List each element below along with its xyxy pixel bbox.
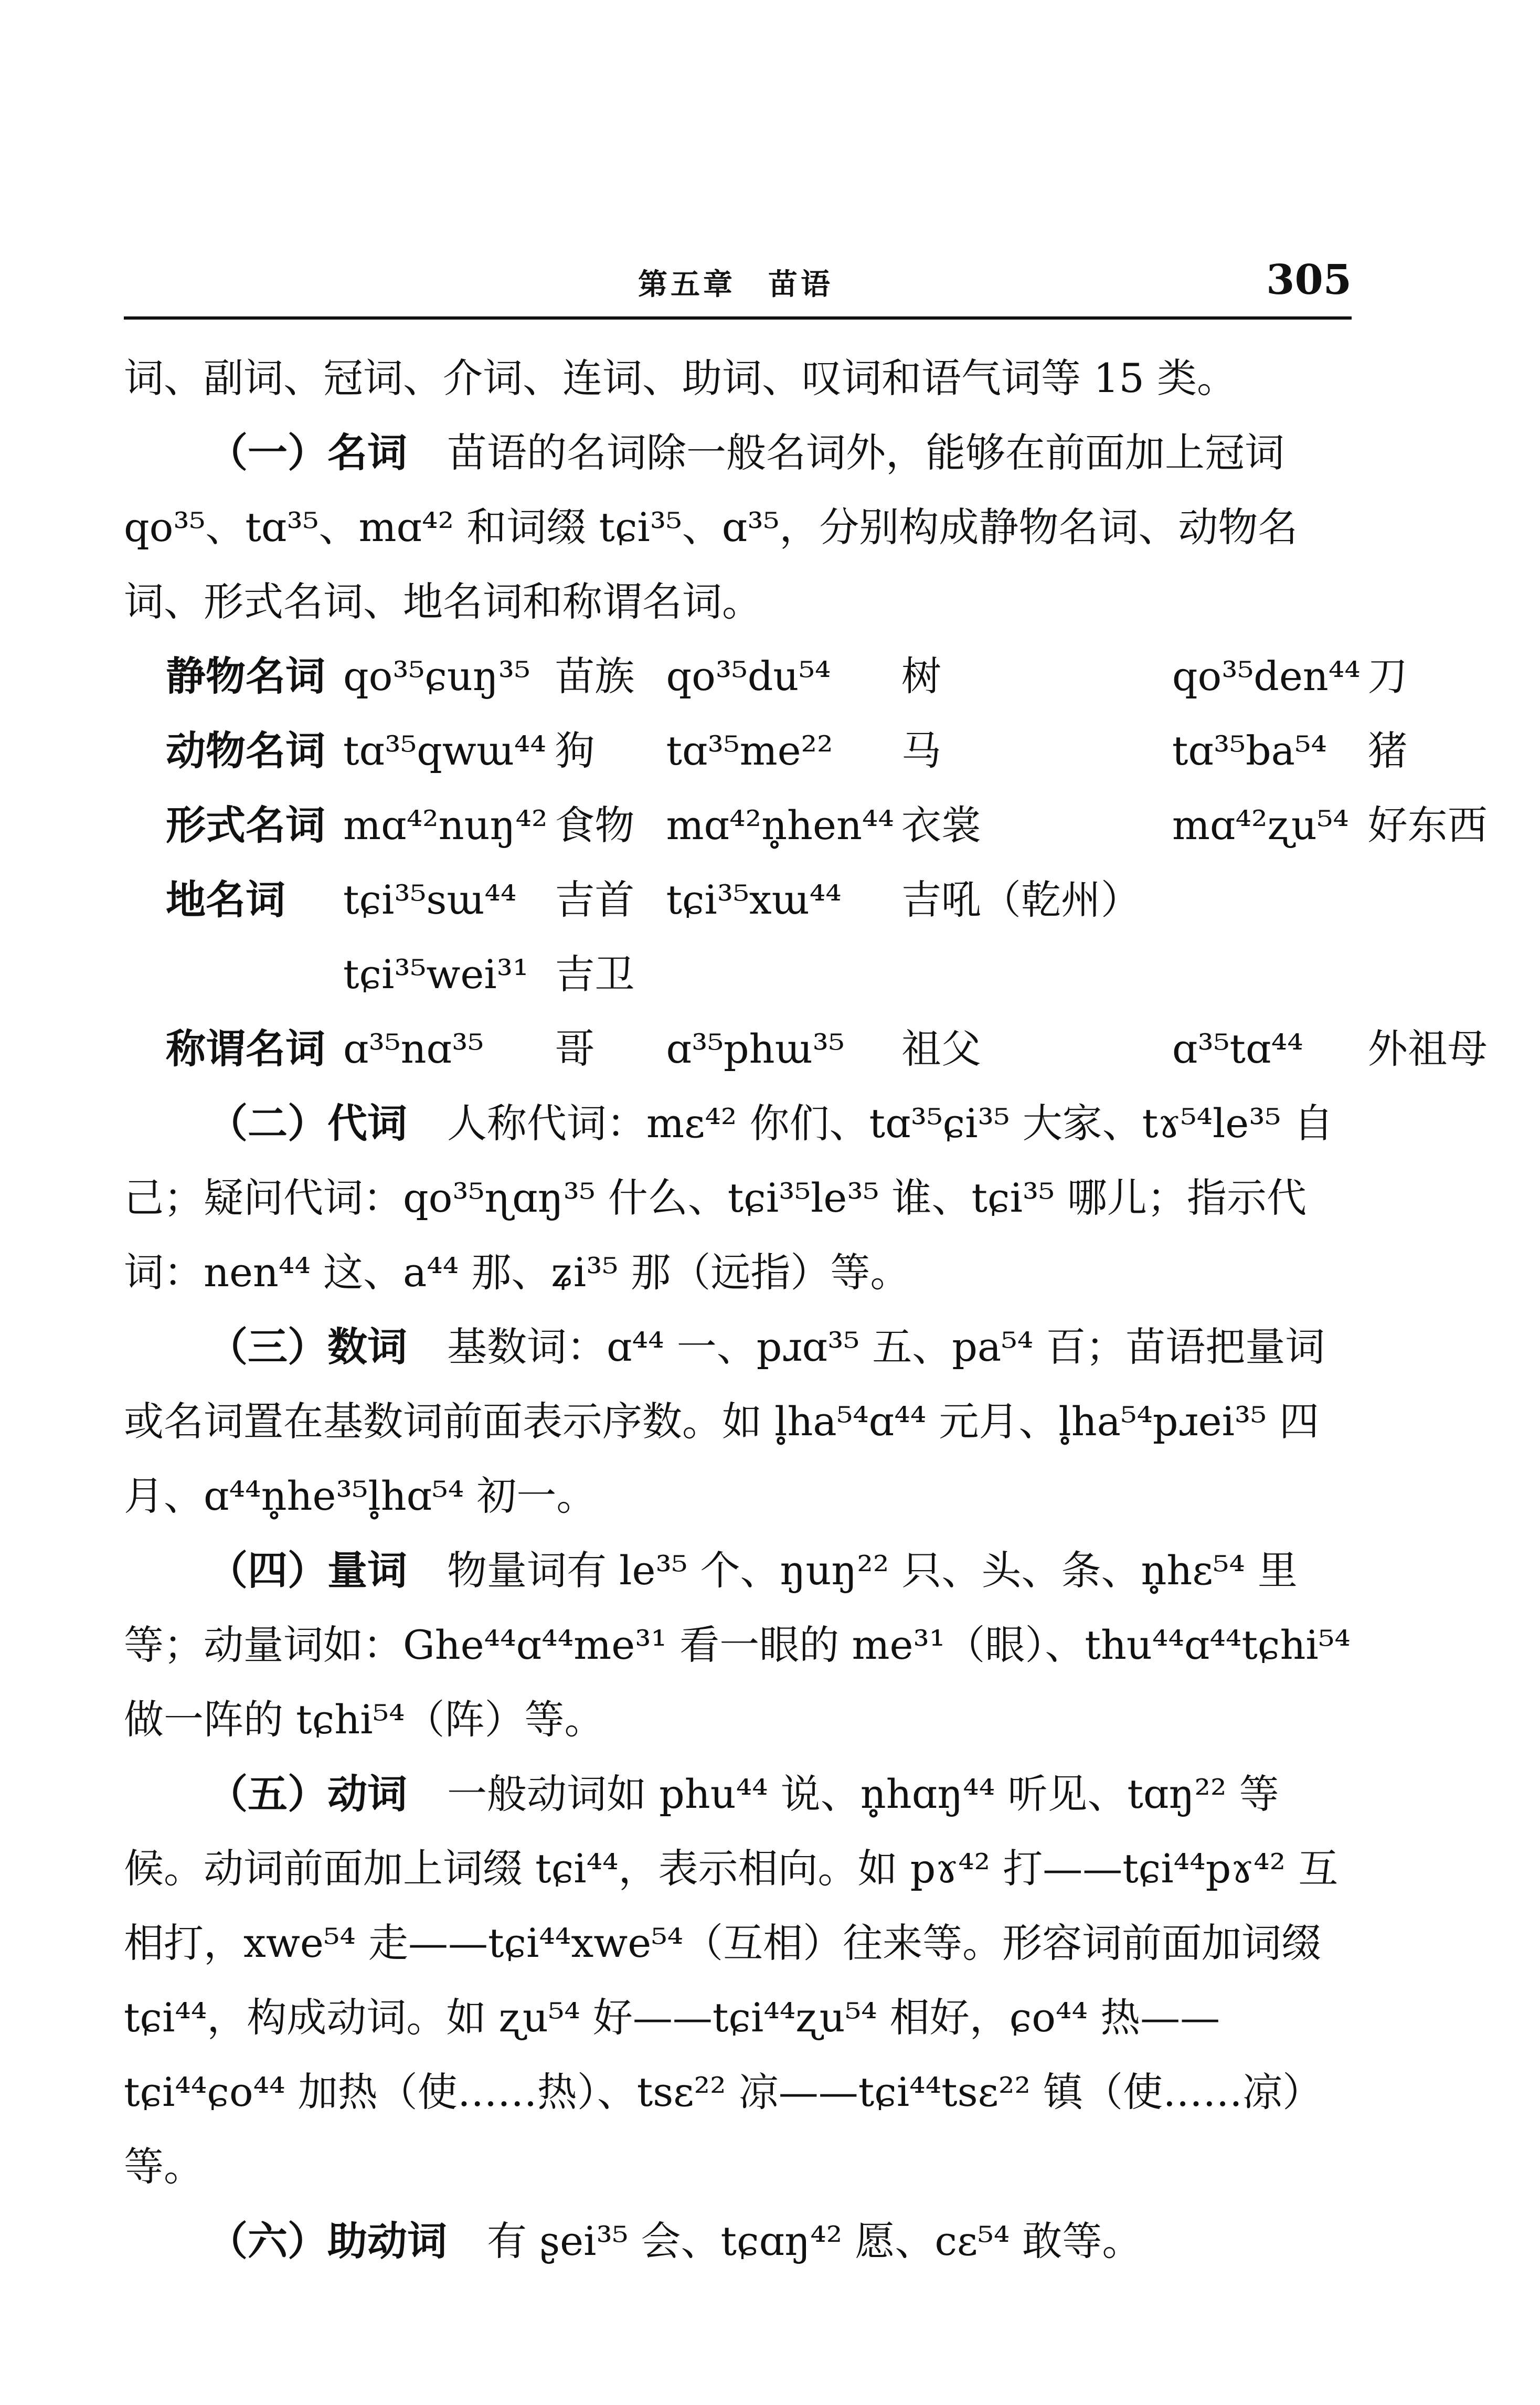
example-gloss bbox=[1368, 863, 1519, 937]
section-pronouns bbox=[124, 1086, 1352, 1310]
example-row bbox=[166, 937, 1519, 1012]
section-text: 物量词有 le³⁵ 个、ŋuŋ²² 只、头、条、n̥hɛ⁵⁴ 里等；动量词如：Ghe⁴⁴ɑ⁴⁴me³¹ 看一眼的 me³¹（眼）、thu⁴⁴ɑ⁴⁴tɕhi⁵⁴ 做一阵的 tɕhi⁵⁴（阵）等。 bbox=[124, 1547, 1351, 1743]
section-title: （四）量词 bbox=[208, 1547, 407, 1594]
section-text: 基数词：ɑ⁴⁴ 一、pɹɑ³⁵ 五、pa⁵⁴ 百；苗语把量词或名词置在基数词前面表示序数。如 l̥ha⁵⁴ɑ⁴⁴ 元月、l̥ha⁵⁴pɹei³⁵ 四月、ɑ⁴⁴n̥he³⁵l̥hɑ⁵⁴ 初一。 bbox=[124, 1323, 1325, 1519]
example-gloss: 衣裳 bbox=[901, 802, 981, 849]
example-form: tɑ³⁵ba⁵⁴ bbox=[1172, 727, 1327, 774]
example-gloss: 树 bbox=[901, 653, 941, 700]
section-text: 人称代词：mɛ⁴² 你们、tɑ³⁵ɕi³⁵ 大家、tɤ⁵⁴le³⁵ 自己；疑问代词：qo³⁵ɳɑŋ³⁵ 什么、tɕi³⁵le³⁵ 谁、tɕi³⁵ 哪儿；指示代词：nen⁴⁴ 这、a⁴⁴ 那、ʑi³⁵ 那（远指）等。 bbox=[124, 1100, 1334, 1296]
header-rule bbox=[124, 316, 1352, 320]
example-form: mɑ⁴²ʐu⁵⁴ bbox=[1172, 802, 1349, 849]
section-auxiliary bbox=[124, 2204, 1352, 2279]
example-form: tɑ³⁵qwɯ⁴⁴ bbox=[343, 727, 546, 774]
section-verbs bbox=[124, 1757, 1352, 2204]
example-form: ɑ³⁵nɑ³⁵ bbox=[343, 1025, 484, 1072]
section-text: 有 ʂei³⁵ 会、tɕɑŋ⁴² 愿、cɛ⁵⁴ 敢等。 bbox=[487, 2218, 1142, 2264]
example-row bbox=[166, 788, 1519, 863]
example-row bbox=[166, 639, 1519, 714]
example-form: tɑ³⁵me²² bbox=[666, 727, 833, 774]
noun-category bbox=[166, 937, 343, 1012]
example-gloss bbox=[1368, 937, 1519, 1012]
section-title: （一）名词 bbox=[208, 429, 407, 476]
example-gloss: 苗族 bbox=[555, 653, 635, 700]
example-gloss: 外祖母 bbox=[1367, 1025, 1488, 1072]
example-gloss: 吉首 bbox=[555, 876, 635, 923]
example-form: qo³⁵du⁵⁴ bbox=[666, 653, 831, 700]
paragraph-continuation: 词、副词、冠词、介词、连词、助词、叹词和语气词等 15 类。 bbox=[124, 355, 1237, 401]
example-form bbox=[666, 937, 901, 1012]
example-form: ɑ³⁵phɯ³⁵ bbox=[666, 1025, 845, 1072]
section-title: （二）代词 bbox=[208, 1100, 407, 1147]
example-row bbox=[166, 714, 1519, 788]
noun-category: 形式名词 bbox=[166, 802, 325, 849]
example-gloss: 吉吼（乾州） bbox=[901, 876, 1141, 923]
noun-category: 称谓名词 bbox=[166, 1025, 325, 1072]
section-nouns bbox=[124, 416, 1352, 639]
running-head: 第五章 苗语 bbox=[638, 267, 833, 302]
example-gloss: 好东西 bbox=[1367, 802, 1488, 849]
section-text: 一般动词如 phu⁴⁴ 说、n̥hɑŋ⁴⁴ 听见、tɑŋ²² 等候。动词前面加上词缀 tɕi⁴⁴，表示相向。如 pɤ⁴² 打——tɕi⁴⁴pɤ⁴² 互相打，xwe⁵⁴ 走——tɕi⁴⁴xwe⁵⁴（互相）往来等。形容词前面加词缀 tɕi⁴⁴，构成动词。如 ʐu⁵⁴ 好——tɕi⁴⁴ʐu⁵⁴ 相好，ɕo⁴⁴ 热——tɕi⁴⁴ɕo⁴⁴ 加热（使……热）、tsɛ²² 凉——tɕi⁴⁴tsɛ²² 镇（使……凉）等。 bbox=[124, 1771, 1339, 2190]
example-row bbox=[166, 1012, 1519, 1086]
section-title: （五）动词 bbox=[208, 1771, 407, 1817]
section-text: 苗语的名词除一般名词外，能够在前面加上冠词 qo³⁵、tɑ³⁵、mɑ⁴² 和词缀 tɕi³⁵、ɑ³⁵，分别构成静物名词、动物名词、形式名词、地名词和称谓名词。 bbox=[124, 429, 1298, 625]
example-gloss: 食物 bbox=[555, 802, 635, 849]
page-body bbox=[124, 341, 1488, 2279]
example-gloss: 哥 bbox=[555, 1025, 595, 1072]
example-gloss: 祖父 bbox=[901, 1025, 981, 1072]
example-gloss: 猪 bbox=[1367, 727, 1408, 774]
example-gloss: 刀 bbox=[1367, 653, 1408, 700]
example-gloss: 狗 bbox=[555, 727, 595, 774]
example-form: tɕi³⁵xɯ⁴⁴ bbox=[666, 876, 842, 923]
noun-category: 静物名词 bbox=[166, 653, 325, 700]
example-gloss: 吉卫 bbox=[555, 951, 635, 998]
section-numerals bbox=[124, 1310, 1352, 1533]
section-title: （三）数词 bbox=[208, 1323, 407, 1370]
example-gloss: 马 bbox=[901, 727, 941, 774]
page-header bbox=[124, 256, 1352, 319]
example-form: qo³⁵den⁴⁴ bbox=[1172, 653, 1361, 700]
example-row bbox=[166, 863, 1519, 937]
example-form bbox=[1172, 863, 1368, 937]
noun-examples-table bbox=[166, 639, 1519, 1086]
example-form: tɕi³⁵wei³¹ bbox=[343, 951, 529, 998]
example-form: ɑ³⁵tɑ⁴⁴ bbox=[1172, 1025, 1303, 1072]
noun-category: 动物名词 bbox=[166, 727, 325, 774]
example-form: tɕi³⁵sɯ⁴⁴ bbox=[343, 876, 517, 923]
example-gloss bbox=[901, 937, 1172, 1012]
example-form: mɑ⁴²n̥hen⁴⁴ bbox=[666, 802, 894, 849]
section-classifiers bbox=[124, 1533, 1352, 1757]
example-form: mɑ⁴²nuŋ⁴² bbox=[343, 802, 548, 849]
example-form: qo³⁵ɕuŋ³⁵ bbox=[343, 653, 530, 700]
noun-category: 地名词 bbox=[166, 876, 285, 923]
section-title: （六）助动词 bbox=[208, 2218, 447, 2264]
page-number: 305 bbox=[1266, 256, 1352, 304]
example-form bbox=[1172, 937, 1368, 1012]
